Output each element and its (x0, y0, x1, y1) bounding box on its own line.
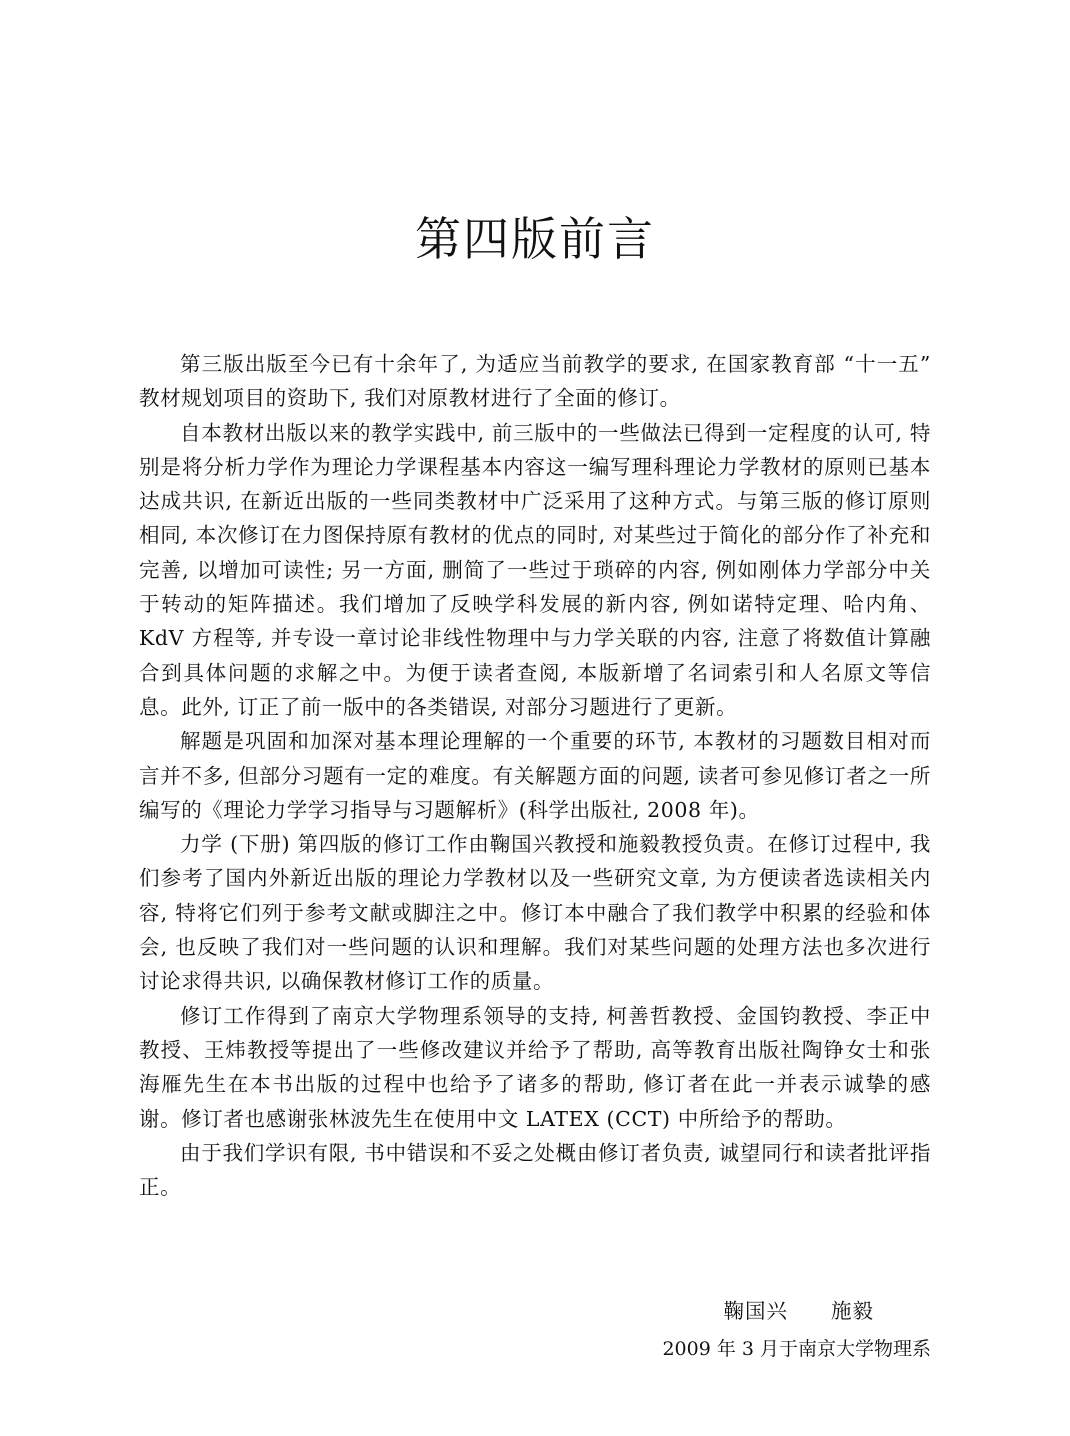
paragraph-3: 解题是巩固和加深对基本理论理解的一个重要的环节, 本教材的习题数目相对而言并不多, 但部分习题有一定的难度。有关解题方面的问题, 读者可参见修订者之一所编写的《理论力学学习指导与习题解析》(科学出版社, 2008 年)。 (139, 729, 931, 822)
paragraph-2: 自本教材出版以来的教学实践中, 前三版中的一些做法已得到一定程度的认可, 特别是将分析力学作为理论力学课程基本内容这一编写理科理论力学教材的原则已基本达成共识, 在新近出版的一些同类教材中广泛采用了这种方式。与第三版的修订原则相同, 本次修订在力图保持原有教材的优点的同时, 对某些过于简化的部分作了补充和完善, 以增加可读性; 另一方面, 删简了一些过于琐碎的内容, 例如刚体力学部分中关于转动的矩阵描述。我们增加了反映学科发展的新内容, 例如诺特定理、哈内角、KdV 方程等, 并专设一章讨论非线性物理中与力学关联的内容, 注意了将数值计算融合到具体问题的求解之中。为便于读者查阅, 本版新增了名词索引和人名原文等信息。此外, 订正了前一版中的各类错误, 对部分习题进行了更新。 (139, 420, 931, 719)
author-signature: 鞠国兴 施毅 (723, 1299, 874, 1323)
preface-body (139, 347, 931, 1204)
date-line: 2009 年 3 月于南京大学物理系 (662, 1338, 931, 1360)
paragraph-5: 修订工作得到了南京大学物理系领导的支持, 柯善哲教授、金国钧教授、李正中教授、王炜教授等提出了一些修改建议并给予了帮助, 高等教育出版社陶铮女士和张海雁先生在本书出版的过程中也给予了诸多的帮助, 修订者在此一并表示诚挚的感谢。修订者也感谢张林波先生在使用中文 LATEX (CCT) 中所给予的帮助。 (139, 1003, 931, 1131)
paragraph-4: 力学 (下册) 第四版的修订工作由鞠国兴教授和施毅教授负责。在修订过程中, 我们参考了国内外新近出版的理论力学教材以及一些研究文章, 为方便读者选读相关内容, 特将它们列于参考文献或脚注之中。修订本中融合了我们教学中积累的经验和体会, 也反映了我们对一些问题的认识和理解。我们对某些问题的处理方法也多次进行讨论求得共识, 以确保教材修订工作的质量。 (139, 832, 931, 994)
paragraph-1: 第三版出版至今已有十余年了, 为适应当前教学的要求, 在国家教育部 “十一五” 教材规划项目的资助下, 我们对原教材进行了全面的修订。 (139, 352, 931, 411)
page-title: 第四版前言 (415, 212, 655, 266)
paragraph-6: 由于我们学识有限, 书中错误和不妥之处概由修订者负责, 诚望同行和读者批评指正。 (139, 1140, 931, 1200)
